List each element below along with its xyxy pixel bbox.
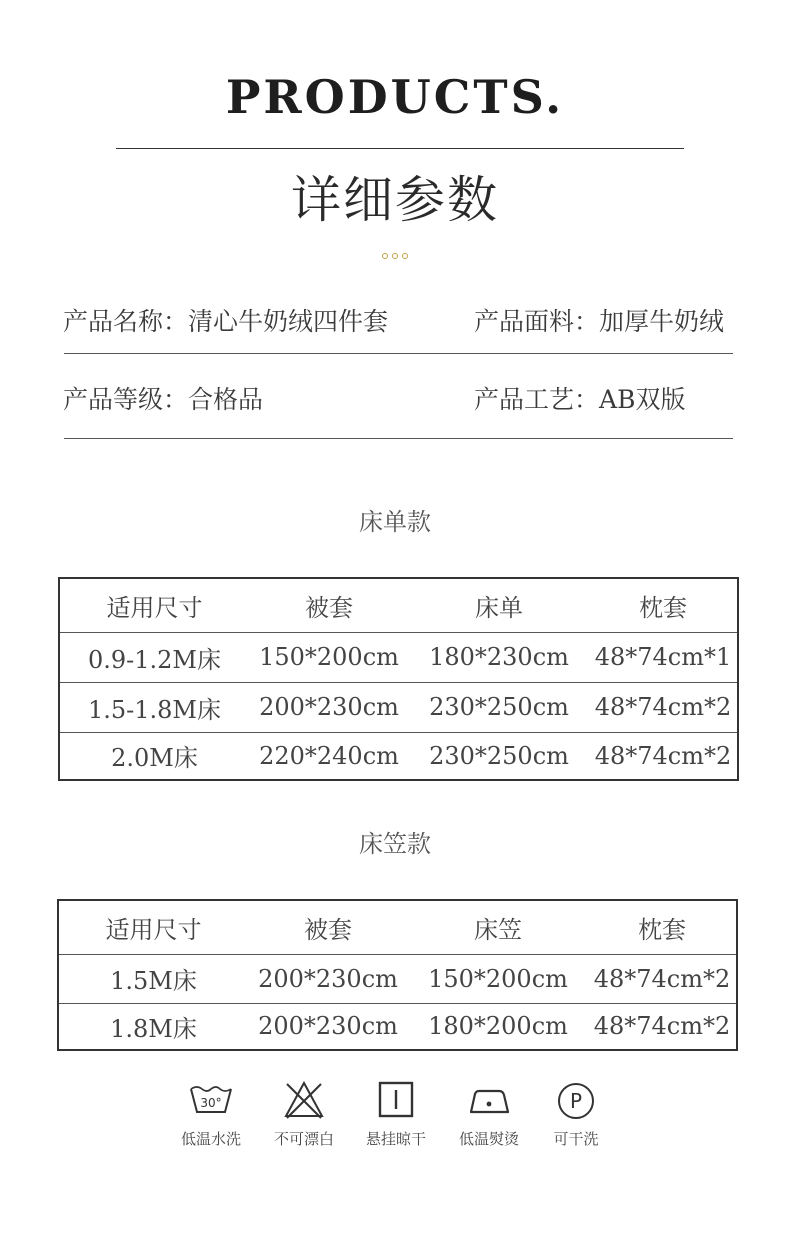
table-cell: 48*74cm*1 bbox=[589, 632, 738, 682]
low-iron-icon bbox=[466, 1080, 512, 1120]
table-header: 床单 bbox=[409, 578, 589, 632]
table-header: 被套 bbox=[248, 900, 408, 954]
table-row bbox=[59, 682, 738, 732]
no-bleach-icon bbox=[281, 1080, 327, 1120]
fitted-sheet-table bbox=[57, 899, 738, 1051]
spec-grade bbox=[63, 380, 263, 416]
table-cell: 230*250cm bbox=[429, 741, 569, 770]
table-cell: 200*230cm bbox=[248, 954, 408, 1003]
page-title: PRODUCTS. bbox=[225, 70, 565, 124]
spec-fabric bbox=[474, 302, 724, 338]
table-header-row bbox=[59, 578, 738, 632]
table-row bbox=[59, 732, 738, 780]
spec-label: 产品名称： bbox=[63, 307, 189, 336]
wash-30-icon bbox=[188, 1080, 234, 1120]
spec-value: 加厚牛奶绒 bbox=[599, 307, 725, 336]
care-item-dry-clean bbox=[536, 1080, 616, 1149]
table-cell: 180*200cm bbox=[428, 1012, 568, 1041]
table-header: 适用尺寸 bbox=[58, 900, 248, 954]
hang-dry-icon bbox=[373, 1080, 419, 1120]
fitted-sheet-title: 床笠款 bbox=[359, 830, 431, 858]
table-header: 被套 bbox=[249, 578, 409, 632]
table-header: 适用尺寸 bbox=[59, 578, 249, 632]
table-cell: 200*230cm bbox=[249, 682, 409, 732]
table-cell: 48*74cm*2 bbox=[594, 741, 732, 770]
spec-divider bbox=[64, 438, 733, 439]
care-item-no-bleach bbox=[264, 1080, 344, 1149]
decorative-dots bbox=[0, 244, 790, 263]
care-label: 低温水洗 bbox=[180, 1130, 241, 1148]
flat-sheet-title: 床单款 bbox=[359, 508, 431, 536]
table-cell: 1.8M床 bbox=[110, 1014, 197, 1043]
section-heading: 详细参数 bbox=[291, 171, 499, 229]
care-label: 不可漂白 bbox=[273, 1130, 334, 1148]
wash-temperature: 30° bbox=[200, 1096, 222, 1110]
spec-value: AB双版 bbox=[599, 385, 686, 414]
table-cell: 0.9-1.2M床 bbox=[59, 632, 249, 682]
care-label: 可干洗 bbox=[553, 1130, 599, 1148]
spec-label: 产品面料： bbox=[474, 307, 600, 336]
table-cell: 150*200cm bbox=[249, 632, 409, 682]
table-row bbox=[58, 954, 737, 1003]
care-item-low-iron bbox=[449, 1080, 529, 1149]
flat-sheet-table bbox=[58, 577, 739, 781]
spec-craft bbox=[474, 380, 685, 416]
table-row bbox=[58, 1003, 737, 1050]
table-cell: 1.5M床 bbox=[58, 954, 248, 1003]
table-cell: 48*74cm*2 bbox=[589, 682, 738, 732]
spec-value: 合格品 bbox=[188, 385, 264, 414]
table-header: 枕套 bbox=[589, 578, 738, 632]
dry-clean-letter: P bbox=[569, 1089, 583, 1113]
care-item-hang-dry bbox=[356, 1080, 436, 1149]
spec-product-name bbox=[63, 302, 388, 338]
table-cell: 200*230cm bbox=[258, 1012, 398, 1041]
dry-clean-icon bbox=[553, 1080, 599, 1120]
care-label: 低温熨烫 bbox=[458, 1130, 519, 1148]
table-cell: 230*250cm bbox=[409, 682, 589, 732]
table-cell: 1.5-1.8M床 bbox=[59, 682, 249, 732]
spec-label: 产品等级： bbox=[63, 385, 189, 414]
table-cell: 48*74cm*2 bbox=[593, 1012, 731, 1041]
table-cell: 220*240cm bbox=[259, 741, 399, 770]
table-header-row bbox=[58, 900, 737, 954]
care-label: 悬挂晾干 bbox=[365, 1130, 426, 1148]
table-row bbox=[59, 632, 738, 682]
table-header: 枕套 bbox=[588, 900, 737, 954]
table-cell: 2.0M床 bbox=[111, 744, 198, 773]
title-divider bbox=[116, 148, 684, 149]
table-cell: 180*230cm bbox=[409, 632, 589, 682]
table-cell: 48*74cm*2 bbox=[588, 954, 737, 1003]
spec-value: 清心牛奶绒四件套 bbox=[188, 307, 389, 336]
spec-label: 产品工艺： bbox=[474, 385, 600, 414]
table-cell: 150*200cm bbox=[408, 954, 588, 1003]
table-header: 床笠 bbox=[408, 900, 588, 954]
spec-divider bbox=[64, 353, 733, 354]
care-item-wash bbox=[171, 1080, 251, 1149]
